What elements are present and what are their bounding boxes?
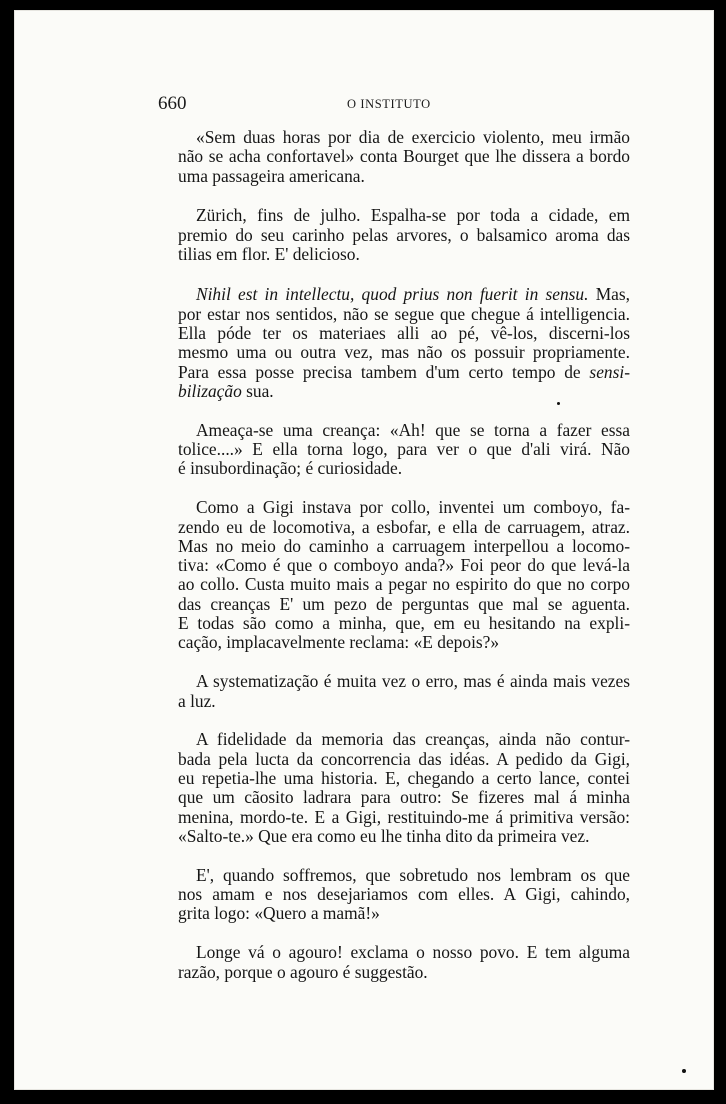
text-line: Nihil est in intellectu, quod prius non fuerit in sensu. Mas, xyxy=(196,284,630,305)
text-line: «Sem duas horas por dia de exercicio violento, meu irmão xyxy=(196,127,630,147)
text-line: premio do seu carinho pelas arvores, o balsamico aroma das xyxy=(178,224,630,245)
text-line: razão, porque o agouro é suggestão. xyxy=(178,961,428,982)
text-line: E todas são como a minha, que, em eu hesitando na expli- xyxy=(178,613,630,634)
text-line: E', quando soffremos, que sobretudo nos lembram os que xyxy=(196,864,630,885)
paragraph-5 xyxy=(160,498,630,652)
text-line: grita logo: «Quero a mamã!» xyxy=(178,903,380,924)
text-line: tolice....» E ella torna logo, para ver o que d'ali virá. Não xyxy=(178,439,630,460)
paragraph-3 xyxy=(160,285,630,401)
text-line: A fidelidade da memoria das creanças, ainda não contur- xyxy=(196,729,630,750)
text-line: que um cãosito ladrara para outro: Se fizeres mal á minha xyxy=(178,787,630,808)
ink-speck xyxy=(557,402,560,405)
text-line: Zürich, fins de julho. Espalha-se por toda a cidade, em xyxy=(196,205,630,226)
ink-speck xyxy=(682,1069,686,1073)
text-line: Como a Gigi instava por collo, inventei um comboyo, fa- xyxy=(196,497,630,518)
text-line: nos amam e nos desejariamos com elles. A Gigi, cahindo, xyxy=(178,884,630,905)
text-line: mesmo uma ou outra vez, mas não os possuir propriamente. xyxy=(178,342,630,363)
paragraph-6 xyxy=(160,672,630,711)
latin-quotation: Nihil est in intellectu, quod prius non fuerit in sensu. xyxy=(196,284,589,305)
paragraph-9 xyxy=(160,943,630,982)
book-page xyxy=(14,10,714,1090)
paragraph-2 xyxy=(160,206,630,264)
text-line: menina, mordo-te. E a Gigi, restituindo-me á primitiva versão: xyxy=(178,806,630,827)
text-line: tiva: «Como é que o comboyo anda?» Foi peor do que levá-la xyxy=(178,555,630,576)
text-line: A systematização é muita vez o erro, mas é ainda mais vezes xyxy=(196,671,630,692)
text-line: é insubordinação; é curiosidade. xyxy=(178,458,403,479)
text-line: tilias em flor. E' delicioso. xyxy=(178,244,360,265)
text-line: Ameaça-se uma creança: «Ah! que se torna a fazer essa xyxy=(196,419,630,440)
text-line: eu repetia-lhe uma historia. E, chegando a certo lance, contei xyxy=(178,767,630,788)
text-line: por estar nos sentidos, não se segue que chegue á intelligencia. xyxy=(178,303,630,324)
paragraph-7 xyxy=(160,730,630,846)
text-line: Ella póde ter os materiaes alli ao pé, vê-los, discerni-los xyxy=(178,322,630,343)
italic-word: bilização xyxy=(178,380,242,401)
text-line: não se acha confortavel» conta Bourget que lhe dissera a bordo xyxy=(178,146,630,167)
running-title: O INSTITUTO xyxy=(347,97,431,111)
body-text xyxy=(160,128,630,1001)
text-line: Longe vá o agouro! exclama o nosso povo. E tem alguma xyxy=(196,942,630,963)
paragraph-1 xyxy=(160,128,630,186)
text-line: cação, implacavelmente reclama: «E depois?» xyxy=(178,632,500,653)
text-line: «Salto-te.» Que era como eu lhe tinha dito da primeira vez. xyxy=(178,825,590,846)
text-line: bilização sua. xyxy=(178,380,274,401)
paragraph-4 xyxy=(160,421,630,479)
text-line: uma passageira americana. xyxy=(178,165,365,186)
text-line: bada pela lucta da concorrencia das idéas. A pedido da Gigi, xyxy=(178,748,630,769)
text-line: Mas no meio do caminho a carruagem interpellou a locomo- xyxy=(178,535,630,556)
text-line: ao collo. Custa muito mais a pegar no espirito do que no corpo xyxy=(178,574,630,595)
italic-word: sensi- xyxy=(589,361,630,382)
paragraph-8 xyxy=(160,866,630,924)
text-line: Para essa posse precisa tambem d'um certo tempo de sensi- xyxy=(178,361,630,382)
text-line: das creanças E' um pezo de perguntas que mal se aguenta. xyxy=(178,593,630,614)
text-line: zendo eu de locomotiva, a esbofar, e ella de carruagem, atraz. xyxy=(178,516,630,537)
text-line: a luz. xyxy=(178,690,216,711)
page-number: 660 xyxy=(158,93,187,114)
